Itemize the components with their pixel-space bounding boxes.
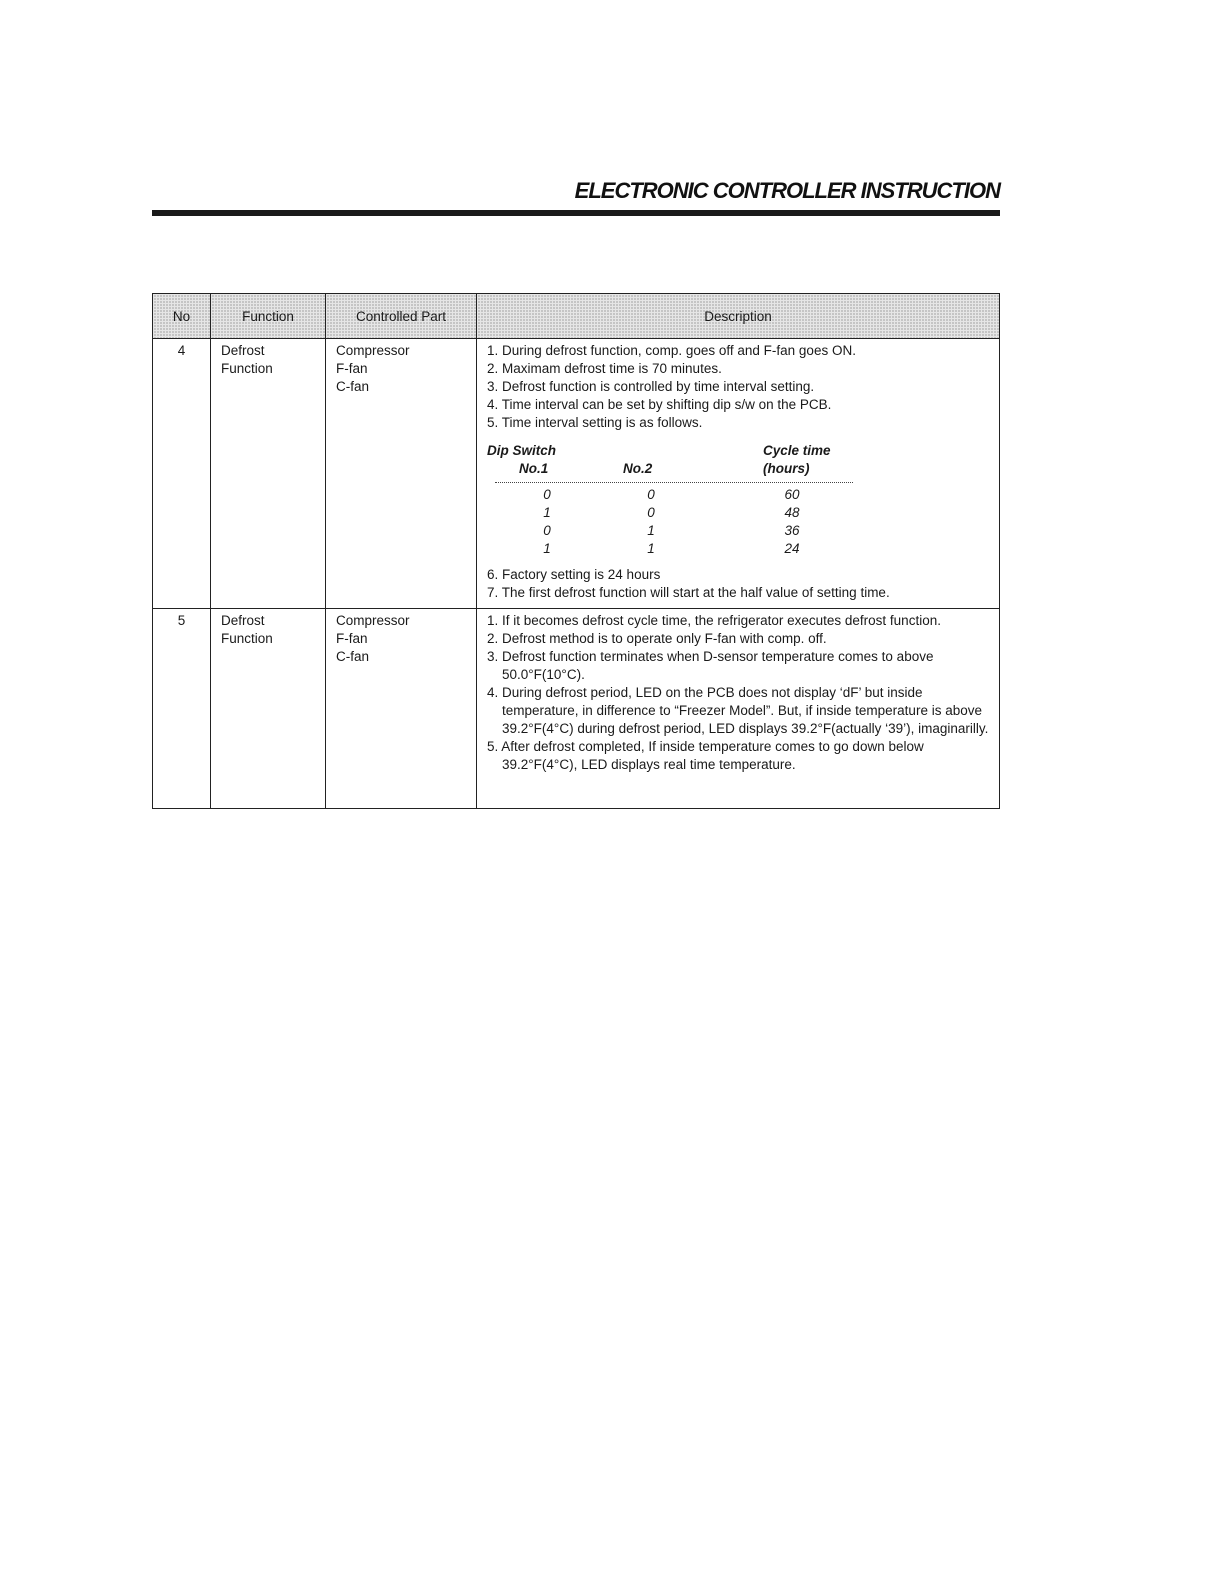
function-line: Defrost xyxy=(221,613,265,628)
dip-no1-value: 1 xyxy=(543,541,551,556)
function-line: Function xyxy=(221,361,273,376)
header-no: No xyxy=(153,294,211,339)
page-title: ELECTRONIC CONTROLLER INSTRUCTION xyxy=(574,178,1000,203)
part-line: F-fan xyxy=(336,631,368,646)
dip-no1-value: 0 xyxy=(543,523,551,538)
description-list xyxy=(487,342,989,432)
description-item: 3. Defrost function is controlled by time interval setting. xyxy=(487,379,815,394)
row-controlled-part xyxy=(326,609,477,809)
description-item: 1. If it becomes defrost cycle time, the refrigerator executes defrost function. xyxy=(487,613,941,628)
dip-row xyxy=(487,504,989,522)
dip-switch-header xyxy=(487,442,989,478)
part-line: Compressor xyxy=(336,343,410,358)
cycle-value: 48 xyxy=(784,505,800,520)
part-line: C-fan xyxy=(336,649,370,664)
cycle-time-label: Cycle time xyxy=(763,443,831,458)
description-item: 4. During defrost period, LED on the PCB does not display ‘dF’ but inside temperature, in difference to “Freezer Model”. But, if inside temperature is above 39.2°F(4°C) during defrost period, LED displays 39.2°F(actually ‘39’), imaginarilly. xyxy=(487,685,989,736)
header-rule xyxy=(152,210,1000,216)
row-controlled-part xyxy=(326,339,477,609)
dip-row xyxy=(487,522,989,540)
cycle-hours-label: (hours) xyxy=(763,461,810,476)
header-function: Function xyxy=(211,294,326,339)
dip-separator xyxy=(495,482,853,483)
part-line: Compressor xyxy=(336,613,410,628)
description-list-continued xyxy=(487,566,989,602)
description-item: 2. Maximam defrost time is 70 minutes. xyxy=(487,361,722,376)
row-function xyxy=(211,339,326,609)
dip-switch-table xyxy=(487,442,989,558)
table-row xyxy=(153,339,1000,609)
dip-no2-value: 1 xyxy=(647,541,655,556)
dip-switch-label: Dip Switch xyxy=(487,443,557,458)
description-item: 1. During defrost function, comp. goes off and F-fan goes ON. xyxy=(487,343,856,358)
function-line: Function xyxy=(221,631,273,646)
spec-table xyxy=(152,293,1000,809)
dip-no2-label: No.2 xyxy=(623,461,653,476)
dip-no2-value: 1 xyxy=(647,523,655,538)
header-controlled-part xyxy=(326,294,477,339)
cycle-value: 24 xyxy=(784,541,800,556)
table-header-row xyxy=(153,294,1000,339)
dip-no1-value: 1 xyxy=(543,505,551,520)
cycle-value: 60 xyxy=(784,487,800,502)
dip-no1-label: No.1 xyxy=(519,461,549,476)
description-item: 5. Time interval setting is as follows. xyxy=(487,415,703,430)
description-item: 5. After defrost completed, If inside temperature comes to go down below 39.2°F(4°C), LED displays real time temperature. xyxy=(487,739,924,772)
description-item: 3. Defrost function terminates when D-sensor temperature comes to above 50.0°F(10°C). xyxy=(487,649,934,682)
part-line: C-fan xyxy=(336,379,370,394)
header-controlled-part-label: Controlled Part xyxy=(355,308,447,324)
description-list xyxy=(487,612,989,774)
row-function xyxy=(211,609,326,809)
dip-row xyxy=(487,486,989,504)
row-number: 4 xyxy=(153,339,211,609)
description-item: 7. The first defrost function will start at the half value of setting time. xyxy=(487,585,890,600)
row-description xyxy=(477,339,1000,609)
part-line: F-fan xyxy=(336,361,368,376)
dip-no1-value: 0 xyxy=(543,487,551,502)
table-row xyxy=(153,609,1000,809)
dip-no2-value: 0 xyxy=(647,505,655,520)
dip-row xyxy=(487,540,989,558)
row-number: 5 xyxy=(153,609,211,809)
function-line: Defrost xyxy=(221,343,265,358)
row-description xyxy=(477,609,1000,809)
header-description: Description xyxy=(477,294,1000,339)
description-item: 6. Factory setting is 24 hours xyxy=(487,567,661,582)
cycle-value: 36 xyxy=(784,523,800,538)
dip-no2-value: 0 xyxy=(647,487,655,502)
description-item: 2. Defrost method is to operate only F-fan with comp. off. xyxy=(487,631,827,646)
description-item: 4. Time interval can be set by shifting dip s/w on the PCB. xyxy=(487,397,832,412)
